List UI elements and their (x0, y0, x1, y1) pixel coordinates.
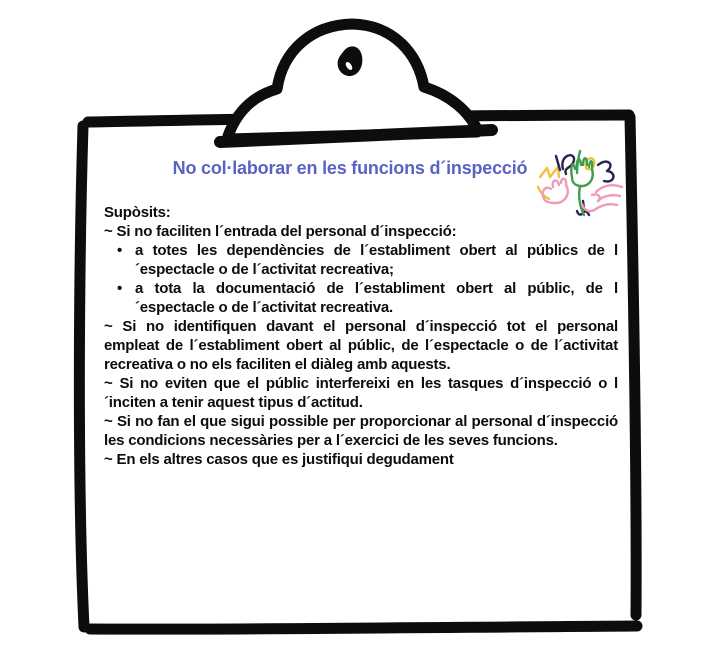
hands-yellow-strokes (538, 158, 594, 199)
supposits-heading: Supòsits: (104, 204, 171, 221)
bullet-text: a tota la documentació de l´establiment obert al públic, de l´espectacle o de l´activitat recreativa. (135, 280, 618, 316)
page-title: No col·laborar en les funcions d´inspecció (172, 158, 528, 178)
intro-line: ~ Si no faciliten l´entrada del personal d´inspecció: (104, 223, 457, 240)
paragraph: ~ En els altres casos que es justifiqui degudament (104, 451, 454, 468)
bullet-marker-icon: • (117, 242, 123, 259)
bullet-text: a totes les dependències de l´establiment obert al públics de l´espectacle o de l´activitat recreativa; (135, 242, 618, 278)
paragraph: ~ Si no fan el que sigui possible per proporcionar al personal d´inspecció les condicions necessàries per a l´exercici de les seves funcions. (104, 413, 618, 449)
bullet-marker-icon: • (117, 280, 123, 297)
clipboard-clip-icon (220, 24, 492, 142)
bullet-item (104, 279, 618, 317)
paragraph: ~ Si no eviten que el públic interfereixi en les tasques d´inspecció o l´inciten a tenir aquest tipus d´actitud. (104, 375, 618, 411)
bullet-item (104, 241, 618, 279)
body-text (104, 203, 618, 469)
paragraph: ~ Si no identifiquen davant el personal d´inspecció tot el personal empleat de l´establiment obert al públic, de l´espectacle o de l´activitat recreativa o no els faciliten el diàleg amb aquests. (104, 318, 618, 373)
